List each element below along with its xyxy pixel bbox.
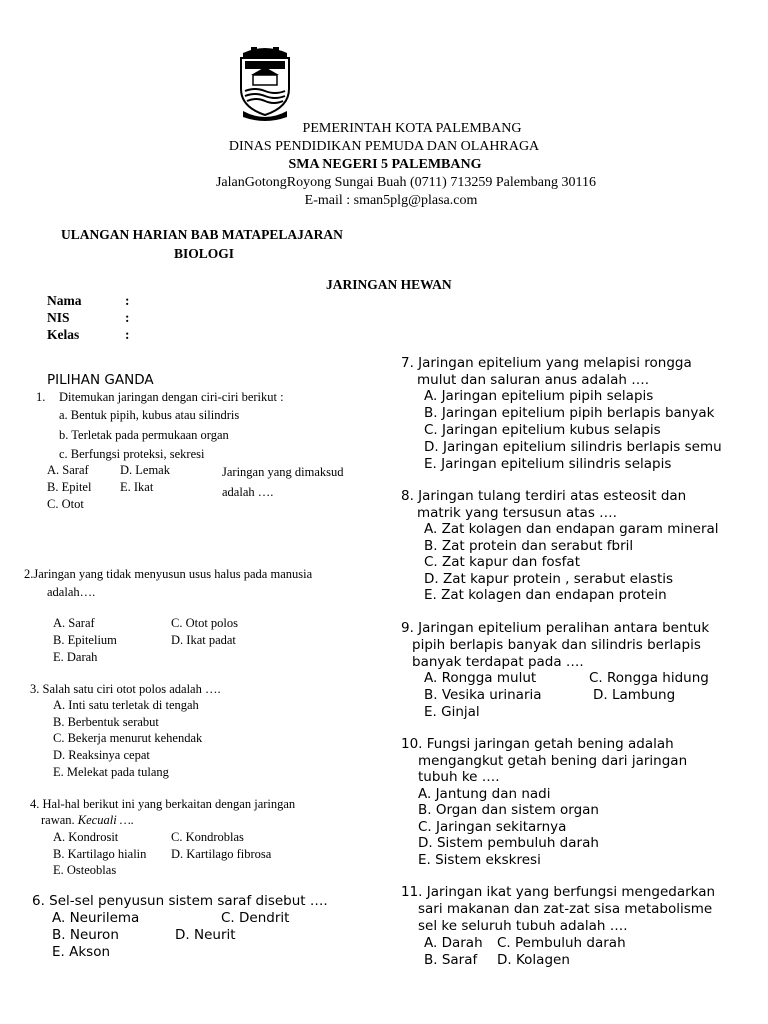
field-kelas-colon: :: [125, 327, 130, 342]
exam-subject: BIOLOGI: [174, 246, 235, 261]
q2-option-b: B. Epitelium: [53, 633, 117, 647]
q1-option-a: A. Saraf: [47, 463, 89, 477]
q3-option-b: B. Berbentuk serabut: [53, 715, 159, 729]
q9-line1: 9. Jaringan epitelium peralihan antara bentuk: [401, 620, 710, 636]
q1-number: 1.: [36, 390, 46, 404]
header-line-government: PEMERINTAH KOTA PALEMBANG: [302, 121, 522, 136]
q2-option-d: D. Ikat padat: [171, 633, 236, 647]
q9-option-e: E. Ginjal: [424, 704, 480, 720]
q1-item-a: a. Bentuk pipih, kubus atau silindris: [59, 408, 240, 422]
q2-option-a: A. Saraf: [53, 616, 95, 630]
q7-option-b: B. Jaringan epitelium pipih berlapis banyak: [424, 405, 715, 421]
q4-option-a: A. Kondrosit: [53, 830, 119, 844]
q11-line3: sel ke seluruh tubuh adalah ….: [418, 918, 628, 934]
q2-line2: adalah….: [47, 585, 96, 599]
field-nama-label: Nama: [47, 293, 82, 308]
q9-option-c: C. Rongga hidung: [589, 670, 709, 686]
q4-line1: 4. Hal-hal berikut ini yang berkaitan dengan jaringan: [30, 797, 296, 811]
q3-option-c: C. Bekerja menurut kehendak: [53, 731, 203, 745]
q10-option-d: D. Sistem pembuluh darah: [418, 835, 599, 851]
q10-option-a: A. Jantung dan nadi: [418, 786, 551, 802]
q11-option-b: B. Saraf: [424, 952, 478, 968]
header-line-address: JalanGotongRoyong Sungai Buah (0711) 713259 Palembang 30116: [215, 175, 597, 190]
q4-option-b: B. Kartilago hialin: [53, 847, 147, 861]
q10-line2: mengangkut getah bening dari jaringan: [418, 753, 688, 769]
field-nama-colon: :: [125, 293, 130, 308]
q4-option-c: C. Kondroblas: [171, 830, 244, 844]
q10-line3: tubuh ke ….: [418, 769, 500, 785]
q1-option-e: E. Ikat: [120, 480, 154, 494]
q8-option-b: B. Zat protein dan serabut fbril: [424, 538, 634, 554]
q7-option-c: C. Jaringan epitelium kubus selapis: [424, 422, 661, 438]
exam-title: ULANGAN HARIAN BAB MATAPELAJARAN: [61, 227, 343, 242]
q10-option-e: E. Sistem ekskresi: [418, 852, 541, 868]
exam-topic: JARINGAN HEWAN: [326, 277, 452, 292]
field-nis-label: NIS: [47, 310, 70, 325]
q2-option-e: E. Darah: [53, 650, 98, 664]
q7-option-a: A. Jaringan epitelium pipih selapis: [424, 388, 654, 404]
q8-option-a: A. Zat kolagen dan endapan garam mineral: [424, 521, 719, 537]
q9-option-a: A. Rongga mulut: [424, 670, 537, 686]
header-line-department: DINAS PENDIDIKAN PEMUDA DAN OLAHRAGA: [228, 139, 540, 154]
q9-line3: banyak terdapat pada ….: [412, 654, 584, 670]
q4-except-text: Kecuali ….: [77, 813, 135, 827]
q11-line1: 11. Jaringan ikat yang berfungsi mengedarkan: [401, 884, 716, 900]
q2-line1: 2.Jaringan yang tidak menyusun usus halus pada manusia: [24, 567, 313, 581]
q9-option-d: D. Lambung: [593, 687, 676, 703]
q1-note-line2: adalah ….: [222, 485, 274, 499]
q8-option-e: E. Zat kolagen dan endapan protein: [424, 587, 667, 603]
header-line-school: SMA NEGERI 5 PALEMBANG: [288, 157, 482, 172]
q6-option-b: B. Neuron: [52, 927, 119, 943]
q6-option-d: D. Neurit: [175, 927, 236, 943]
q2-option-c: C. Otot polos: [171, 616, 239, 630]
q4-line2: [41, 812, 134, 828]
q6-option-c: C. Dendrit: [221, 910, 290, 926]
q3-option-d: D. Reaksinya cepat: [53, 748, 150, 762]
q6-line1: 6. Sel-sel penyusun sistem saraf disebut ….: [32, 893, 328, 909]
q1-item-b: b. Terletak pada permukaan organ: [59, 428, 229, 442]
q8-line1: 8. Jaringan tulang terdiri atas esteosit dan: [401, 488, 687, 504]
q7-line1: 7. Jaringan epitelium yang melapisi rongga: [401, 355, 692, 371]
q3-option-a: A. Inti satu terletak di tengah: [53, 698, 199, 712]
section-title: PILIHAN GANDA: [47, 372, 154, 388]
q10-option-b: B. Organ dan sistem organ: [418, 802, 599, 818]
q6-option-a: A. Neurilema: [52, 910, 140, 926]
q1-option-b: B. Epitel: [47, 480, 92, 494]
q7-line2: mulut dan saluran anus adalah ….: [417, 372, 650, 388]
q10-option-c: C. Jaringan sekitarnya: [418, 819, 567, 835]
q7-option-e: E. Jaringan epitelium silindris selapis: [424, 456, 672, 472]
q11-option-d: D. Kolagen: [497, 952, 570, 968]
q9-line2: pipih berlapis banyak dan silindris berlapis: [412, 637, 701, 653]
q4-option-d: D. Kartilago fibrosa: [171, 847, 272, 861]
q8-option-d: D. Zat kapur protein , serabut elastis: [424, 571, 674, 587]
q3-option-e: E. Melekat pada tulang: [53, 765, 169, 779]
q11-line2: sari makanan dan zat-zat sisa metabolisme: [418, 901, 713, 917]
q4-line2-text: rawan.: [41, 813, 78, 827]
q9-option-b: B. Vesika urinaria: [424, 687, 542, 703]
q8-line2: matrik yang tersusun atas ….: [417, 505, 617, 521]
header-line-email: E-mail : sman5plg@plasa.com: [304, 193, 478, 208]
q3-line1: 3. Salah satu ciri otot polos adalah ….: [30, 682, 221, 696]
q1-text: Ditemukan jaringan dengan ciri-ciri berikut :: [59, 390, 284, 404]
city-emblem-logo: [237, 45, 293, 121]
q11-option-a: A. Darah: [424, 935, 483, 951]
q1-option-c: C. Otot: [47, 497, 84, 511]
q1-note-line1: Jaringan yang dimaksud: [222, 465, 344, 479]
q4-option-e: E. Osteoblas: [53, 863, 117, 877]
q10-line1: 10. Fungsi jaringan getah bening adalah: [401, 736, 674, 752]
q8-option-c: C. Zat kapur dan fosfat: [424, 554, 580, 570]
q7-option-d: D. Jaringan epitelium silindris berlapis semu: [424, 439, 722, 455]
q6-option-e: E. Akson: [52, 944, 111, 960]
q1-option-d: D. Lemak: [120, 463, 170, 477]
field-nis-colon: :: [125, 310, 130, 325]
q1-item-c: c. Berfungsi proteksi, sekresi: [59, 447, 205, 461]
q11-option-c: C. Pembuluh darah: [497, 935, 626, 951]
field-kelas-label: Kelas: [47, 327, 80, 342]
